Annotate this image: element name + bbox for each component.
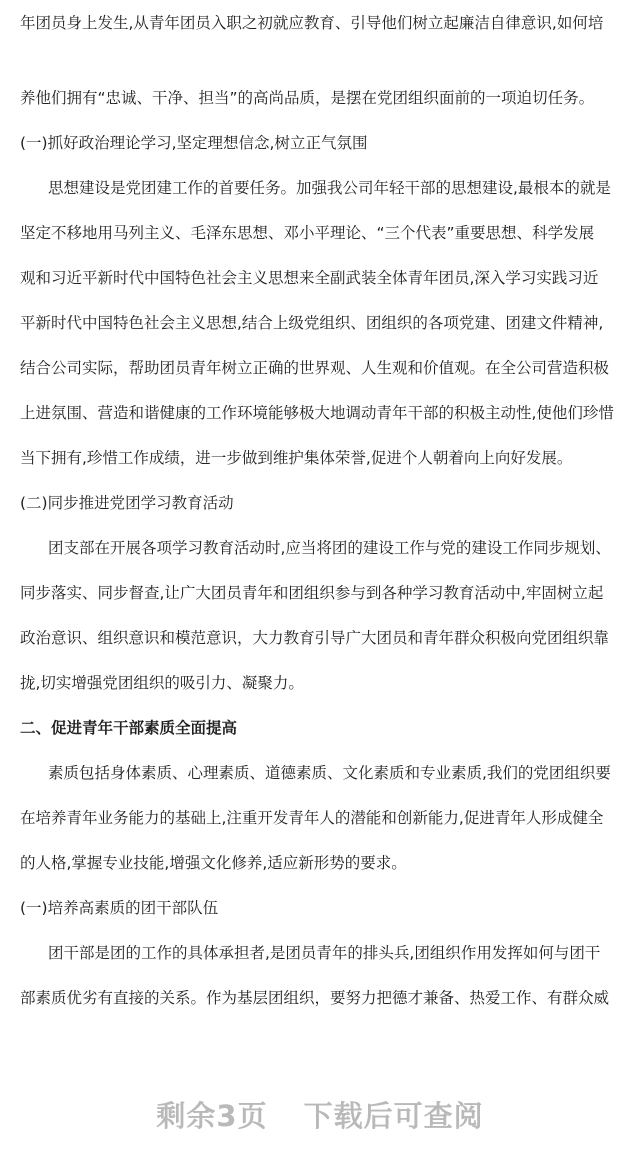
paragraph-line: 在培养青年业务能力的基础上,注重开发青年人的潜能和创新能力,促进青年人形成健全	[20, 809, 604, 827]
paragraph-line: 思想建设是党团建工作的首要任务。加强我公司年轻干部的思想建设,最根本的就是	[48, 179, 611, 197]
paragraph-line: 当下拥有,珍惜工作成绩，进一步做到维护集体荣誉,促进个人朝着向上向好发展。	[20, 449, 573, 467]
paragraph-line: 同步落实、同步督查,让广大团员青年和团组织参与到各种学习教育活动中,牢固树立起	[20, 584, 604, 602]
paragraph-line: 年团员身上发生,从青年团员入职之初就应教育、引导他们树立起廉洁自律意识,如何培	[20, 14, 604, 32]
paragraph-line: 养他们拥有“忠诚、干净、担当”的高尚品质，是摆在党团组织面前的一项迫切任务。	[20, 89, 595, 107]
chapter-heading: 二、促进青年干部素质全面提高	[20, 719, 238, 737]
remaining-pages-label: 剩余3页	[156, 1099, 268, 1133]
paragraph-line: 的人格,掌握专业技能,增强文化修养,适应新形势的要求。	[20, 854, 407, 872]
download-prompt[interactable]	[0, 1098, 640, 1134]
paragraph-line: 部素质优劣有直接的关系。作为基层团组织，要努力把德才兼备、热爱工作、有群众威	[20, 989, 610, 1007]
paragraph-line: 观和习近平新时代中国特色社会主义思想来全副武装全体青年团员,深入学习实践习近	[20, 269, 599, 287]
paragraph-line: 坚定不移地用马列主义、毛泽东思想、邓小平理论、“三个代表”重要思想、科学发展	[20, 224, 595, 242]
section-heading: (一)培养高素质的团干部队伍	[20, 899, 219, 917]
section-heading: (一)抓好政治理论学习,坚定理想信念,树立正气氛围	[20, 134, 368, 152]
paragraph-line: 上进氛围、营造和谐健康的工作环境能够极大地调动青年干部的积极主动性,使他们珍惜	[20, 404, 614, 422]
paragraph-line: 平新时代中国特色社会主义思想,结合上级党组织、团组织的各项党建、团建文件精神,	[20, 314, 604, 332]
download-to-view-label: 下载后可查阅	[303, 1099, 484, 1133]
paragraph-line: 政治意识、组织意识和模范意识，大力教育引导广大团员和青年群众积极向党团组织靠	[20, 629, 610, 647]
paragraph-line: 素质包括身体素质、心理素质、道德素质、文化素质和专业素质,我们的党团组织要	[48, 764, 611, 782]
section-heading: (二)同步推进党团学习教育活动	[20, 494, 234, 512]
paragraph-line: 拢,切实增强党团组织的吸引力、凝聚力。	[20, 674, 304, 692]
paragraph-line: 团支部在开展各项学习教育活动时,应当将团的建设工作与党的建设工作同步规划、	[48, 539, 611, 557]
paragraph-line: 团干部是团的工作的具体承担者,是团员青年的排头兵,团组织作用发挥如何与团干	[48, 944, 601, 962]
paragraph-line: 结合公司实际，帮助团员青年树立正确的世界观、人生观和价值观。在全公司营造积极	[20, 359, 610, 377]
